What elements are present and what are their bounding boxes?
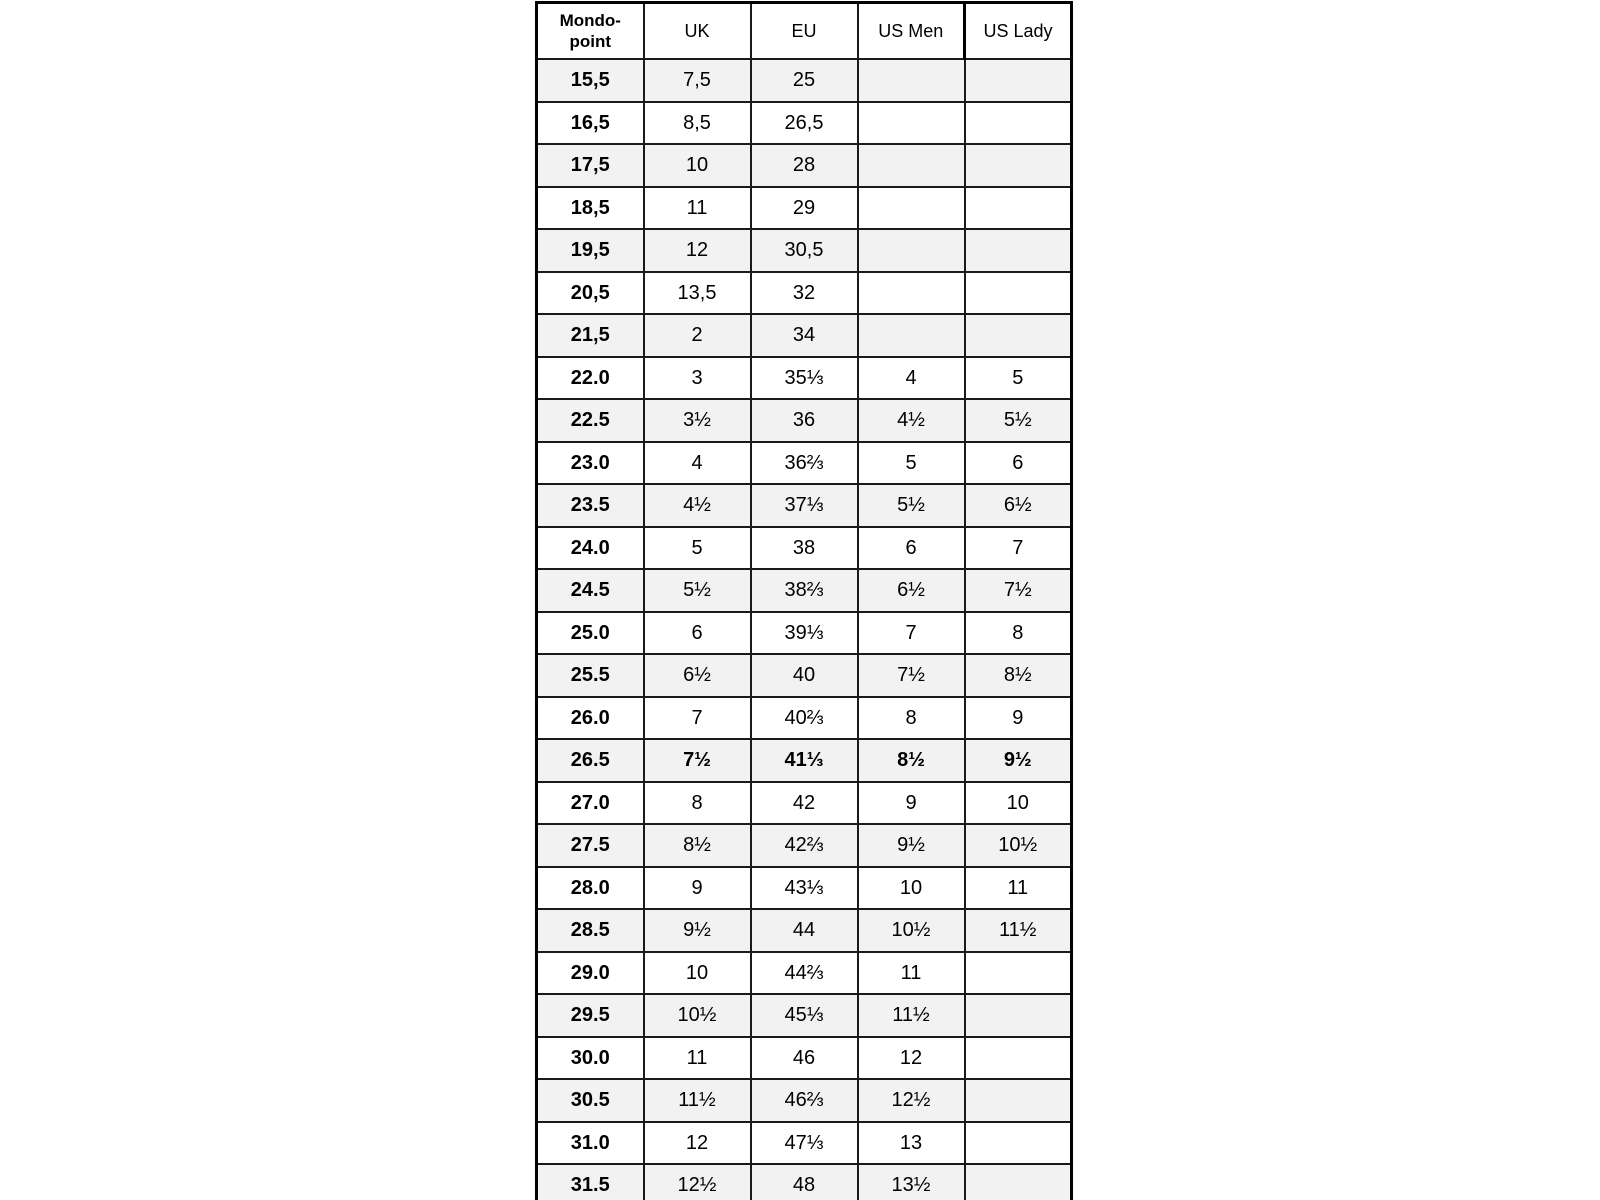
cell-us-lady	[965, 102, 1072, 145]
cell-mondopoint: 30.5	[537, 1079, 644, 1122]
cell-us-men	[858, 102, 965, 145]
cell-us-lady: 8½	[965, 654, 1072, 697]
cell-eu: 46	[751, 1037, 858, 1080]
cell-us-lady	[965, 144, 1072, 187]
cell-us-men: 5½	[858, 484, 965, 527]
cell-mondopoint: 25.5	[537, 654, 644, 697]
cell-us-men: 6	[858, 527, 965, 570]
table-row	[537, 612, 1072, 655]
cell-uk: 4½	[644, 484, 751, 527]
cell-uk: 5½	[644, 569, 751, 612]
shoe-size-conversion-table	[535, 1, 1073, 1200]
cell-uk: 11	[644, 1037, 751, 1080]
cell-eu: 47⅓	[751, 1122, 858, 1165]
cell-eu: 46⅔	[751, 1079, 858, 1122]
cell-eu: 40	[751, 654, 858, 697]
table-row	[537, 782, 1072, 825]
table-row	[537, 739, 1072, 782]
cell-eu: 42	[751, 782, 858, 825]
cell-us-lady: 10½	[965, 824, 1072, 867]
cell-us-lady: 5½	[965, 399, 1072, 442]
cell-uk: 7½	[644, 739, 751, 782]
table-row	[537, 314, 1072, 357]
table-row	[537, 994, 1072, 1037]
cell-us-men	[858, 59, 965, 102]
cell-eu: 28	[751, 144, 858, 187]
cell-us-lady: 11½	[965, 909, 1072, 952]
cell-us-lady: 9	[965, 697, 1072, 740]
cell-us-men: 7	[858, 612, 965, 655]
cell-eu: 25	[751, 59, 858, 102]
cell-us-lady: 7½	[965, 569, 1072, 612]
cell-us-lady	[965, 994, 1072, 1037]
cell-uk: 3	[644, 357, 751, 400]
table-row	[537, 229, 1072, 272]
cell-us-lady	[965, 1079, 1072, 1122]
cell-us-men: 12	[858, 1037, 965, 1080]
cell-uk: 7,5	[644, 59, 751, 102]
cell-us-men: 10½	[858, 909, 965, 952]
cell-mondopoint: 19,5	[537, 229, 644, 272]
cell-eu: 36	[751, 399, 858, 442]
header-mondopoint-line2: point	[569, 32, 612, 51]
cell-eu: 38	[751, 527, 858, 570]
cell-us-men: 6½	[858, 569, 965, 612]
table-row	[537, 102, 1072, 145]
cell-eu: 29	[751, 187, 858, 230]
cell-eu: 35⅓	[751, 357, 858, 400]
cell-mondopoint: 24.5	[537, 569, 644, 612]
cell-uk: 11½	[644, 1079, 751, 1122]
cell-mondopoint: 23.0	[537, 442, 644, 485]
header-eu: EU	[751, 3, 858, 60]
cell-us-lady: 11	[965, 867, 1072, 910]
table-row	[537, 824, 1072, 867]
cell-eu: 37⅓	[751, 484, 858, 527]
cell-uk: 3½	[644, 399, 751, 442]
cell-us-men: 8	[858, 697, 965, 740]
cell-uk: 10½	[644, 994, 751, 1037]
cell-eu: 44	[751, 909, 858, 952]
table-header	[537, 3, 1072, 60]
cell-mondopoint: 17,5	[537, 144, 644, 187]
cell-uk: 5	[644, 527, 751, 570]
cell-us-men: 13	[858, 1122, 965, 1165]
table-row	[537, 1037, 1072, 1080]
table-row	[537, 357, 1072, 400]
cell-mondopoint: 22.0	[537, 357, 644, 400]
cell-mondopoint: 16,5	[537, 102, 644, 145]
cell-us-men: 8½	[858, 739, 965, 782]
header-us-lady: US Lady	[965, 3, 1072, 60]
header-mondopoint	[537, 3, 644, 60]
table-row	[537, 484, 1072, 527]
cell-eu: 38⅔	[751, 569, 858, 612]
cell-uk: 10	[644, 952, 751, 995]
cell-us-men: 4½	[858, 399, 965, 442]
cell-us-lady	[965, 272, 1072, 315]
cell-eu: 39⅓	[751, 612, 858, 655]
cell-us-lady: 9½	[965, 739, 1072, 782]
cell-us-lady	[965, 314, 1072, 357]
cell-eu: 26,5	[751, 102, 858, 145]
table-row	[537, 909, 1072, 952]
cell-us-men	[858, 229, 965, 272]
cell-eu: 41⅓	[751, 739, 858, 782]
header-us-men: US Men	[858, 3, 965, 60]
cell-us-lady	[965, 59, 1072, 102]
cell-mondopoint: 31.5	[537, 1164, 644, 1200]
cell-uk: 10	[644, 144, 751, 187]
cell-uk: 9	[644, 867, 751, 910]
cell-uk: 6½	[644, 654, 751, 697]
header-uk: UK	[644, 3, 751, 60]
cell-mondopoint: 23.5	[537, 484, 644, 527]
cell-mondopoint: 27.0	[537, 782, 644, 825]
cell-us-men: 13½	[858, 1164, 965, 1200]
cell-uk: 12½	[644, 1164, 751, 1200]
cell-mondopoint: 31.0	[537, 1122, 644, 1165]
table-row	[537, 442, 1072, 485]
cell-eu: 36⅔	[751, 442, 858, 485]
cell-us-lady	[965, 187, 1072, 230]
table-row	[537, 1164, 1072, 1200]
table-row	[537, 569, 1072, 612]
header-mondopoint-line1: Mondo-	[559, 10, 621, 30]
cell-eu: 34	[751, 314, 858, 357]
cell-us-men: 7½	[858, 654, 965, 697]
cell-uk: 11	[644, 187, 751, 230]
cell-us-lady: 8	[965, 612, 1072, 655]
cell-us-men: 5	[858, 442, 965, 485]
cell-uk: 12	[644, 229, 751, 272]
cell-uk: 13,5	[644, 272, 751, 315]
table-row	[537, 144, 1072, 187]
table-row	[537, 952, 1072, 995]
cell-uk: 12	[644, 1122, 751, 1165]
cell-uk: 6	[644, 612, 751, 655]
cell-us-men	[858, 144, 965, 187]
cell-mondopoint: 30.0	[537, 1037, 644, 1080]
cell-us-lady: 10	[965, 782, 1072, 825]
cell-eu: 30,5	[751, 229, 858, 272]
cell-uk: 8,5	[644, 102, 751, 145]
cell-mondopoint: 25.0	[537, 612, 644, 655]
cell-uk: 9½	[644, 909, 751, 952]
cell-us-lady	[965, 1122, 1072, 1165]
header-row	[537, 3, 1072, 60]
cell-mondopoint: 18,5	[537, 187, 644, 230]
cell-uk: 4	[644, 442, 751, 485]
cell-eu: 45⅓	[751, 994, 858, 1037]
cell-mondopoint: 28.0	[537, 867, 644, 910]
cell-us-men: 12½	[858, 1079, 965, 1122]
cell-us-lady	[965, 229, 1072, 272]
table-body	[537, 59, 1072, 1200]
cell-us-men: 4	[858, 357, 965, 400]
cell-us-men	[858, 187, 965, 230]
table-row	[537, 527, 1072, 570]
cell-mondopoint: 28.5	[537, 909, 644, 952]
cell-us-lady	[965, 952, 1072, 995]
table-row	[537, 654, 1072, 697]
cell-eu: 43⅓	[751, 867, 858, 910]
cell-us-men	[858, 314, 965, 357]
cell-mondopoint: 26.0	[537, 697, 644, 740]
cell-mondopoint: 27.5	[537, 824, 644, 867]
cell-us-lady: 6	[965, 442, 1072, 485]
table-row	[537, 187, 1072, 230]
cell-uk: 8½	[644, 824, 751, 867]
cell-us-men: 11½	[858, 994, 965, 1037]
cell-us-lady: 6½	[965, 484, 1072, 527]
table-row	[537, 1122, 1072, 1165]
cell-us-lady	[965, 1164, 1072, 1200]
cell-mondopoint: 22.5	[537, 399, 644, 442]
cell-eu: 44⅔	[751, 952, 858, 995]
cell-eu: 48	[751, 1164, 858, 1200]
cell-us-men	[858, 272, 965, 315]
cell-eu: 42⅔	[751, 824, 858, 867]
cell-mondopoint: 26.5	[537, 739, 644, 782]
table-row	[537, 399, 1072, 442]
cell-eu: 32	[751, 272, 858, 315]
table-row	[537, 1079, 1072, 1122]
cell-uk: 2	[644, 314, 751, 357]
cell-mondopoint: 24.0	[537, 527, 644, 570]
cell-mondopoint: 15,5	[537, 59, 644, 102]
cell-mondopoint: 20,5	[537, 272, 644, 315]
table-row	[537, 697, 1072, 740]
cell-uk: 7	[644, 697, 751, 740]
cell-us-lady	[965, 1037, 1072, 1080]
table-row	[537, 272, 1072, 315]
cell-eu: 40⅔	[751, 697, 858, 740]
cell-us-lady: 7	[965, 527, 1072, 570]
cell-mondopoint: 29.5	[537, 994, 644, 1037]
cell-mondopoint: 21,5	[537, 314, 644, 357]
cell-us-men: 9	[858, 782, 965, 825]
cell-mondopoint: 29.0	[537, 952, 644, 995]
table-row	[537, 867, 1072, 910]
cell-us-men: 10	[858, 867, 965, 910]
cell-us-lady: 5	[965, 357, 1072, 400]
table-row	[537, 59, 1072, 102]
cell-us-men: 9½	[858, 824, 965, 867]
cell-uk: 8	[644, 782, 751, 825]
cell-us-men: 11	[858, 952, 965, 995]
